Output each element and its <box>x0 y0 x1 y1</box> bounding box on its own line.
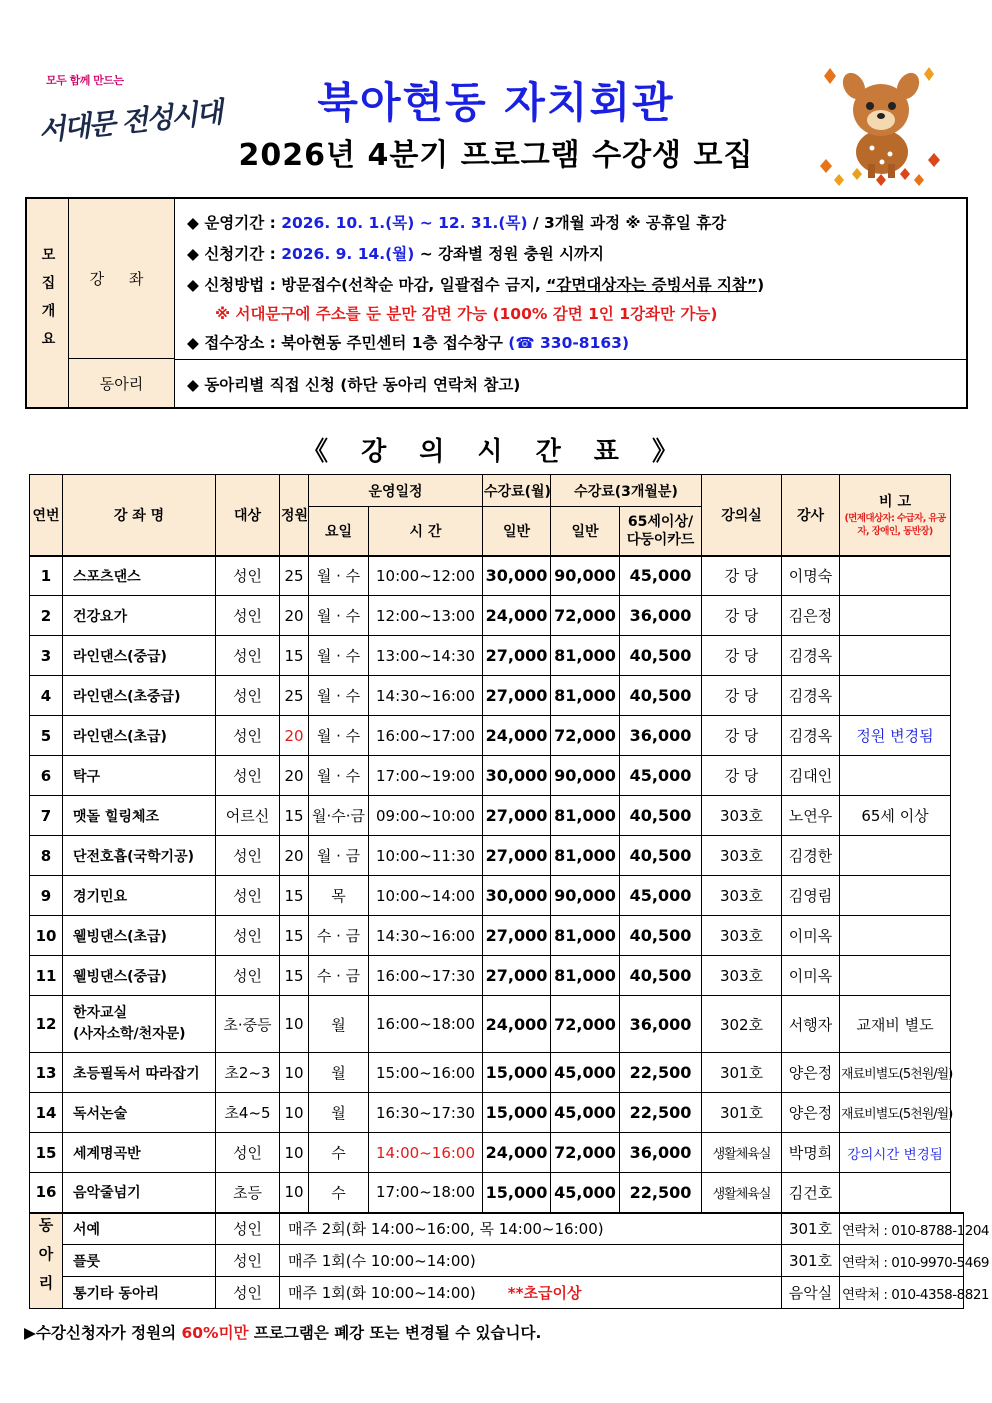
club-room: 301호 <box>782 1245 840 1277</box>
capacity: 25 <box>280 556 309 596</box>
day: 월 · 수 <box>309 676 369 716</box>
row-number: 13 <box>30 1053 63 1093</box>
fee-month: 27,000 <box>483 796 551 836</box>
teacher: 이명숙 <box>782 556 840 596</box>
capacity: 15 <box>280 876 309 916</box>
target: 성인 <box>216 556 280 596</box>
fee-3months: 90,000 <box>551 876 620 916</box>
time: 17:00~18:00 <box>369 1173 483 1213</box>
capacity: 15 <box>280 916 309 956</box>
capacity: 15 <box>280 956 309 996</box>
time: 13:00~14:30 <box>369 636 483 676</box>
time: 10:00~11:30 <box>369 836 483 876</box>
teacher: 이미옥 <box>782 916 840 956</box>
header-teacher: 강사 <box>782 475 840 556</box>
course-name: 스포츠댄스 <box>63 556 216 596</box>
header-operation: 운영일정 <box>309 475 483 507</box>
remark <box>840 676 951 716</box>
row-number: 6 <box>30 756 63 796</box>
fee-senior: 45,000 <box>620 876 702 916</box>
header-fee-month: 수강료(월) <box>483 475 551 507</box>
row-number: 8 <box>30 836 63 876</box>
schedule-table <box>29 474 989 1309</box>
target: 성인 <box>216 756 280 796</box>
club-target: 성인 <box>216 1245 280 1277</box>
fee-3months: 45,000 <box>551 1053 620 1093</box>
teacher: 김경한 <box>782 836 840 876</box>
row-number: 15 <box>30 1133 63 1173</box>
remark: 정원 변경됨 <box>840 716 951 756</box>
target: 어르신 <box>216 796 280 836</box>
operation-period: ◆ 운영기간 : 2026. 10. 1.(목) ~ 12. 31.(목) / 3개월 과정 ※ 공휴일 휴강 <box>187 214 727 232</box>
teacher: 양은정 <box>782 1053 840 1093</box>
fee-3months: 45,000 <box>551 1173 620 1213</box>
club-schedule: 매주 1회(수 10:00~14:00) <box>280 1245 782 1277</box>
fee-3months: 90,000 <box>551 756 620 796</box>
table-row <box>30 1173 964 1213</box>
time: 16:00~17:30 <box>369 956 483 996</box>
target: 성인 <box>216 836 280 876</box>
overview-club-label: 동아리 <box>69 359 175 407</box>
day: 월 <box>309 1093 369 1133</box>
fee-3months: 81,000 <box>551 956 620 996</box>
row-number: 12 <box>30 996 63 1053</box>
row-number: 16 <box>30 1173 63 1213</box>
schedule-title: 《 강 의 시 간 표 》 <box>302 437 690 467</box>
remark: 65세 이상 <box>840 796 951 836</box>
remark <box>840 596 951 636</box>
capacity: 10 <box>280 1173 309 1213</box>
deer-illustration <box>816 56 946 186</box>
target: 성인 <box>216 676 280 716</box>
fee-3months: 72,000 <box>551 596 620 636</box>
fee-senior: 40,500 <box>620 636 702 676</box>
course-name: 탁구 <box>63 756 216 796</box>
club-row <box>30 1213 964 1245</box>
teacher: 김대인 <box>782 756 840 796</box>
course-name: 초등필독서 따라잡기 <box>63 1053 216 1093</box>
application-method: ◆ 신청방법 : 방문접수(선착순 마감, 일괄접수 금지, “감면대상자는 증빙서류 지참”) <box>187 276 765 294</box>
day: 월 · 수 <box>309 596 369 636</box>
table-row <box>30 636 964 676</box>
course-name: 라인댄스(초중급) <box>63 676 216 716</box>
fee-month: 30,000 <box>483 876 551 916</box>
course-name: 건강요가 <box>63 596 216 636</box>
club-row <box>30 1277 964 1309</box>
target: 성인 <box>216 1133 280 1173</box>
fee-senior: 22,500 <box>620 1053 702 1093</box>
header-fee-3months: 수강료(3개월분) <box>551 475 702 507</box>
fee-month: 30,000 <box>483 556 551 596</box>
remark <box>840 836 951 876</box>
club-target: 성인 <box>216 1277 280 1309</box>
target: 성인 <box>216 956 280 996</box>
club-room: 301호 <box>782 1213 840 1245</box>
header-time: 시 간 <box>369 507 483 556</box>
header-day: 요일 <box>309 507 369 556</box>
row-number: 5 <box>30 716 63 756</box>
table-row <box>30 876 964 916</box>
room: 생활체육실 <box>702 1173 782 1213</box>
room: 강 당 <box>702 596 782 636</box>
club-name: 서예 <box>63 1213 216 1245</box>
day: 목 <box>309 876 369 916</box>
row-number: 3 <box>30 636 63 676</box>
day: 수 · 금 <box>309 956 369 996</box>
time: 10:00~14:00 <box>369 876 483 916</box>
logo-big-text: 서대문 전성시대 <box>36 95 223 148</box>
remark: 교재비 별도 <box>840 996 951 1053</box>
fee-senior: 36,000 <box>620 596 702 636</box>
header-name: 강 좌 명 <box>63 475 216 556</box>
fee-month: 24,000 <box>483 716 551 756</box>
time: 14:00~16:00 <box>369 1133 483 1173</box>
table-row <box>30 796 964 836</box>
club-name: 플룻 <box>63 1245 216 1277</box>
course-name: 맷돌 힐링체조 <box>63 796 216 836</box>
capacity: 20 <box>280 596 309 636</box>
table-row <box>30 916 964 956</box>
capacity: 25 <box>280 676 309 716</box>
remark <box>840 756 951 796</box>
fee-senior: 40,500 <box>620 836 702 876</box>
fee-month: 24,000 <box>483 996 551 1053</box>
course-name: 웰빙댄스(중급) <box>63 956 216 996</box>
fee-month: 24,000 <box>483 596 551 636</box>
header-general-3m: 일반 <box>551 507 620 556</box>
course-name: 음악줄넘기 <box>63 1173 216 1213</box>
row-number: 2 <box>30 596 63 636</box>
discount-note: ※ 서대문구에 주소를 둔 분만 감면 가능 (100% 감면 1인 1강좌만 가능) <box>215 305 718 323</box>
day: 월 · 금 <box>309 836 369 876</box>
fee-senior: 40,500 <box>620 676 702 716</box>
page-subtitle: 2026년 4분기 프로그램 수강생 모집 <box>238 138 754 173</box>
teacher: 김은정 <box>782 596 840 636</box>
club-name: 통기타 동아리 <box>63 1277 216 1309</box>
course-name: 라인댄스(중급) <box>63 636 216 676</box>
teacher: 박명희 <box>782 1133 840 1173</box>
day: 월 · 수 <box>309 636 369 676</box>
capacity: 10 <box>280 996 309 1053</box>
club-schedule: 매주 2회(화 14:00~16:00, 목 14:00~16:00) <box>280 1213 782 1245</box>
fee-3months: 81,000 <box>551 636 620 676</box>
capacity: 10 <box>280 1133 309 1173</box>
fee-month: 15,000 <box>483 1093 551 1133</box>
room: 301호 <box>702 1093 782 1133</box>
row-number: 4 <box>30 676 63 716</box>
remark <box>840 1173 951 1213</box>
fee-senior: 40,500 <box>620 796 702 836</box>
course-name: 세계명곡반 <box>63 1133 216 1173</box>
fee-month: 27,000 <box>483 636 551 676</box>
fee-senior: 36,000 <box>620 1133 702 1173</box>
target: 초4~5 <box>216 1093 280 1133</box>
row-number: 7 <box>30 796 63 836</box>
time: 14:30~16:00 <box>369 916 483 956</box>
course-name: 경기민요 <box>63 876 216 916</box>
fee-senior: 36,000 <box>620 996 702 1053</box>
fee-3months: 81,000 <box>551 916 620 956</box>
fee-3months: 72,000 <box>551 1133 620 1173</box>
time: 17:00~19:00 <box>369 756 483 796</box>
table-row <box>30 956 964 996</box>
target: 성인 <box>216 916 280 956</box>
table-row <box>30 1053 964 1093</box>
day: 월 <box>309 996 369 1053</box>
time: 15:00~16:00 <box>369 1053 483 1093</box>
row-number: 10 <box>30 916 63 956</box>
header-no: 연번 <box>30 475 63 556</box>
day: 월 · 수 <box>309 716 369 756</box>
overview-course-label: 강 좌 <box>69 199 175 359</box>
room: 303호 <box>702 876 782 916</box>
fee-senior: 45,000 <box>620 756 702 796</box>
remark <box>840 636 951 676</box>
day: 수 <box>309 1133 369 1173</box>
course-name <box>63 996 216 1053</box>
course-name: 라인댄스(초급) <box>63 716 216 756</box>
room: 303호 <box>702 836 782 876</box>
capacity: 10 <box>280 1053 309 1093</box>
teacher: 서행자 <box>782 996 840 1053</box>
capacity: 15 <box>280 796 309 836</box>
room: 강 당 <box>702 556 782 596</box>
teacher: 김경옥 <box>782 716 840 756</box>
target: 초등 <box>216 1173 280 1213</box>
fee-senior: 40,500 <box>620 916 702 956</box>
capacity: 10 <box>280 1093 309 1133</box>
day: 수 · 금 <box>309 916 369 956</box>
course-name: 웰빙댄스(초급) <box>63 916 216 956</box>
remark <box>840 956 951 996</box>
room: 301호 <box>702 1053 782 1093</box>
table-row <box>30 756 964 796</box>
day: 수 <box>309 1173 369 1213</box>
teacher: 김건호 <box>782 1173 840 1213</box>
day: 월 <box>309 1053 369 1093</box>
fee-3months: 81,000 <box>551 796 620 836</box>
table-row <box>30 676 964 716</box>
fee-month: 30,000 <box>483 756 551 796</box>
club-contact: 연락처 : 010-9970-5469 <box>840 1245 964 1277</box>
table-row <box>30 596 964 636</box>
club-room: 음악실 <box>782 1277 840 1309</box>
room: 303호 <box>702 796 782 836</box>
time: 12:00~13:00 <box>369 596 483 636</box>
fee-3months: 90,000 <box>551 556 620 596</box>
cancellation-note: ▶수강신청자가 정원의 60%미만 프로그램은 폐강 또는 변경될 수 있습니다. <box>24 1324 542 1342</box>
fee-month: 24,000 <box>483 1133 551 1173</box>
remark <box>840 916 951 956</box>
fee-senior: 36,000 <box>620 716 702 756</box>
fee-senior: 45,000 <box>620 556 702 596</box>
application-place: ◆ 접수장소 : 북아현동 주민센터 1층 접수창구 (☎ 330-8163) <box>187 334 630 352</box>
target: 성인 <box>216 716 280 756</box>
fee-senior: 40,500 <box>620 956 702 996</box>
target: 성인 <box>216 636 280 676</box>
teacher: 노연우 <box>782 796 840 836</box>
application-period: ◆ 신청기간 : 2026. 9. 14.(월) ~ 강좌별 정원 충원 시까지 <box>187 245 604 263</box>
day: 월 · 수 <box>309 556 369 596</box>
fee-senior: 22,500 <box>620 1093 702 1133</box>
row-number: 11 <box>30 956 63 996</box>
room: 강 당 <box>702 756 782 796</box>
course-name: 독서논술 <box>63 1093 216 1133</box>
fee-senior: 22,500 <box>620 1173 702 1213</box>
remark <box>840 556 951 596</box>
header-remark: 비 고 (면제대상자: 수급자, 유공자, 장애인, 동반장) <box>840 475 951 556</box>
fee-3months: 72,000 <box>551 716 620 756</box>
day: 월 · 수 <box>309 756 369 796</box>
table-row <box>30 1093 964 1133</box>
club-schedule: 매주 1회(화 10:00~14:00) **초급이상 <box>280 1277 782 1309</box>
club-label: 동아리 <box>30 1213 63 1309</box>
table-row <box>30 556 964 596</box>
room: 302호 <box>702 996 782 1053</box>
overview-label-cell: 모집개요 <box>27 199 69 407</box>
header-capacity: 정원 <box>280 475 309 556</box>
table-row <box>30 836 964 876</box>
time: 16:00~18:00 <box>369 996 483 1053</box>
row-number: 1 <box>30 556 63 596</box>
table-row <box>30 1133 964 1173</box>
room: 생활체육실 <box>702 1133 782 1173</box>
teacher: 양은정 <box>782 1093 840 1133</box>
room: 강 당 <box>702 676 782 716</box>
fee-month: 27,000 <box>483 836 551 876</box>
fee-3months: 45,000 <box>551 1093 620 1133</box>
fee-month: 15,000 <box>483 1053 551 1093</box>
time: 14:30~16:00 <box>369 676 483 716</box>
teacher: 김경옥 <box>782 636 840 676</box>
target: 성인 <box>216 596 280 636</box>
header-general: 일반 <box>483 507 551 556</box>
fee-month: 15,000 <box>483 1173 551 1213</box>
course-name-line: (사자소학/천자문) <box>73 1026 186 1042</box>
remark: 재료비별도(5천원/월) <box>840 1053 951 1093</box>
row-number: 14 <box>30 1093 63 1133</box>
target: 초2~3 <box>216 1053 280 1093</box>
teacher: 김영림 <box>782 876 840 916</box>
club-contact: 연락처 : 010-4358-8821 <box>840 1277 964 1309</box>
table-row <box>30 996 964 1053</box>
fee-3months: 72,000 <box>551 996 620 1053</box>
recruitment-overview <box>25 197 968 409</box>
time: 10:00~12:00 <box>369 556 483 596</box>
time: 16:00~17:00 <box>369 716 483 756</box>
room: 강 당 <box>702 716 782 756</box>
room: 303호 <box>702 916 782 956</box>
table-row <box>30 716 964 756</box>
club-row <box>30 1245 964 1277</box>
logo-small-text: 모두 함께 만드는 <box>46 74 124 87</box>
header-room: 강의실 <box>702 475 782 556</box>
capacity: 20 <box>280 756 309 796</box>
remark <box>840 876 951 916</box>
day: 월·수·금 <box>309 796 369 836</box>
room: 강 당 <box>702 636 782 676</box>
course-name-line: 한자교실 <box>73 1005 128 1021</box>
fee-month: 27,000 <box>483 676 551 716</box>
course-name: 단전호흡(국학기공) <box>63 836 216 876</box>
header-senior: 65세이상/ 다둥이카드 <box>620 507 702 556</box>
club-target: 성인 <box>216 1213 280 1245</box>
teacher: 이미옥 <box>782 956 840 996</box>
capacity: 20 <box>280 716 309 756</box>
teacher: 김경옥 <box>782 676 840 716</box>
club-application: ◆ 동아리별 직접 신청 (하단 동아리 연락처 참고) <box>187 376 521 394</box>
capacity: 15 <box>280 636 309 676</box>
fee-3months: 81,000 <box>551 836 620 876</box>
target: 성인 <box>216 876 280 916</box>
row-number: 9 <box>30 876 63 916</box>
remark: 재료비별도(5천원/월) <box>840 1093 951 1133</box>
capacity: 20 <box>280 836 309 876</box>
time: 09:00~10:00 <box>369 796 483 836</box>
fee-month: 27,000 <box>483 916 551 956</box>
remark: 강의시간 변경됨 <box>840 1133 951 1173</box>
fee-month: 27,000 <box>483 956 551 996</box>
page-title: 북아현동 자치회관 <box>317 78 675 127</box>
target: 초·중등 <box>216 996 280 1053</box>
room: 303호 <box>702 956 782 996</box>
fee-3months: 81,000 <box>551 676 620 716</box>
club-contact: 연락처 : 010-8788-1204 <box>840 1213 964 1245</box>
time: 16:30~17:30 <box>369 1093 483 1133</box>
header-target: 대상 <box>216 475 280 556</box>
